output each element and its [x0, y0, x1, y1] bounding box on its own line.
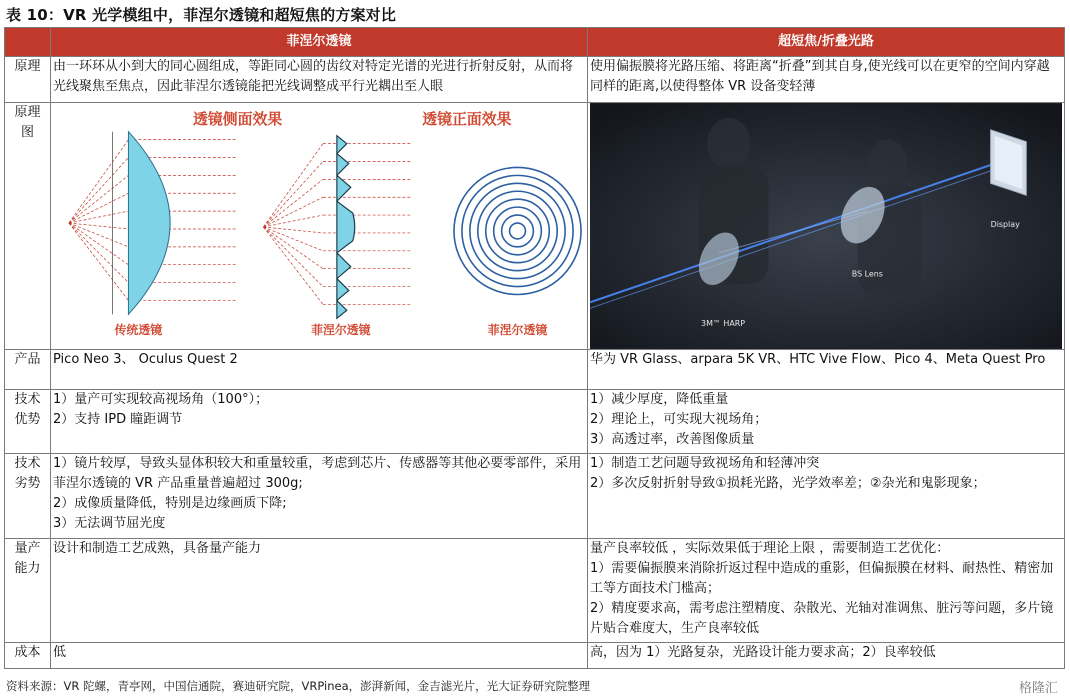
mass-pancake-item: 2）精度要求高，需考虑注塑精度、杂散光、光轴对准调焦、脏污等问题，多片镜片贴合难度大，生产良率较低 — [590, 601, 1054, 636]
mass-pancake-item: 量产良率较低 ，实际效果低于理论上限 ，需要制造工艺优化： — [590, 541, 950, 556]
row-cost — [5, 643, 1065, 669]
label-principle: 原理 — [5, 57, 51, 103]
header-pancake: 超短焦/折叠光路 — [588, 28, 1065, 57]
advantage-fresnel — [51, 390, 588, 454]
label-diagram-line1: 原理 — [14, 105, 41, 120]
disadvantage-pancake-item: 1）制造工艺问题导致视场角和轻薄冲突 — [590, 456, 820, 471]
header-fresnel: 菲涅尔透镜 — [51, 28, 588, 57]
label-advantage-line2: 优势 — [14, 412, 41, 427]
pancake-figure-cell — [588, 103, 1065, 350]
label-advantage — [5, 390, 51, 454]
fresnel-front-icon — [454, 167, 581, 294]
row-principle — [5, 57, 1065, 103]
label-advantage-line1: 技术 — [14, 392, 41, 407]
advantage-pancake-item: 1）减少厚度，降低重量 — [590, 392, 729, 407]
row-mass — [5, 539, 1065, 643]
row-advantage — [5, 390, 1065, 454]
header-corner — [5, 28, 51, 57]
label-mass — [5, 539, 51, 643]
front-effect-title: 透镜正面效果 — [422, 109, 512, 128]
row-diagram — [5, 103, 1065, 350]
disadvantage-fresnel-item: 3）无法调节屈光度 — [53, 516, 166, 531]
display-panel-icon — [991, 130, 1027, 195]
watermark: 格隆汇 — [1018, 681, 1058, 696]
label-product: 产品 — [5, 350, 51, 390]
label-diagram-line2: 图 — [20, 125, 34, 140]
disadvantage-pancake-item: 2）多次反射折射导致①损耗光路，光学效率差；②杂光和鬼影现象； — [590, 476, 986, 491]
mass-pancake — [588, 539, 1065, 643]
pancake-optics-photo — [590, 103, 1062, 349]
fresnel-figure-cell — [51, 103, 588, 350]
label-mass-line1: 量产 — [14, 541, 41, 556]
bs-lens-label: BS Lens — [851, 269, 883, 279]
advantage-pancake-item: 3）高透过率，改善图像质量 — [590, 432, 755, 447]
side-effect-title: 透镜侧面效果 — [192, 109, 283, 128]
header-row — [5, 28, 1065, 57]
traditional-lens-caption: 传统透镜 — [114, 323, 163, 338]
mass-fresnel-item: 设计和制造工艺成熟，具备量产能力 — [53, 541, 262, 556]
table-title: 表 10：VR 光学模组中，菲涅尔透镜和超短焦的方案对比 — [6, 6, 397, 24]
label-cost: 成本 — [5, 643, 51, 669]
mass-fresnel — [51, 539, 588, 643]
comparison-table — [4, 27, 1065, 669]
disadvantage-fresnel — [51, 454, 588, 539]
advantage-pancake — [588, 390, 1065, 454]
row-product — [5, 350, 1065, 390]
mass-pancake-item: 1）需要偏振膜来消除折返过程中造成的重影，但偏振膜在材料、耐热性、精密加工等方面技术门槛高； — [590, 561, 1054, 596]
disadvantage-fresnel-item: 2）成像质量降低，特别是边缘画质下降; — [53, 496, 287, 511]
cost-fresnel: 低 — [51, 643, 588, 669]
product-fresnel: Pico Neo 3、 Oculus Quest 2 — [51, 350, 588, 390]
disadvantage-fresnel-item: 1）镜片较厚，导致头显体积较大和重量较重，考虑到芯片、传感器等其他必要零部件，采用菲涅尔透镜的 VR 产品重量普遍超过 300g; — [53, 456, 582, 491]
fresnel-front-caption: 菲涅尔透镜 — [487, 323, 548, 338]
principle-pancake: 使用偏振膜将光路压缩、将距离“折叠”到其自身,使光线可以在更窄的空间内穿越同样的距离,以使得整体 VR 设备变轻薄 — [588, 57, 1065, 103]
advantage-pancake-item: 2）理论上，可实现大视场角； — [590, 412, 768, 427]
cost-pancake: 高，因为 1）光路复杂，光路设计能力要求高；2）良率较低 — [588, 643, 1065, 669]
fresnel-side-caption: 菲涅尔透镜 — [311, 323, 371, 338]
label-diagram — [5, 103, 51, 350]
advantage-fresnel-item: 1）量产可实现较高视场角（100°）； — [53, 392, 269, 407]
source-note: 资料来源：VR 陀螺，青亭网，中国信通院，赛迪研究院，VRPinea，澎湃新闻，金吉滤光片，光大证券研究院整理 — [6, 679, 591, 693]
label-disadvantage-line1: 技术 — [14, 456, 41, 471]
label-mass-line2: 能力 — [14, 561, 41, 576]
label-disadvantage — [5, 454, 51, 539]
advantage-fresnel-item: 2）支持 IPD 瞳距调节 — [53, 412, 183, 427]
display-label: Display — [990, 219, 1020, 229]
row-disadvantage — [5, 454, 1065, 539]
disadvantage-pancake — [588, 454, 1065, 539]
product-pancake: 华为 VR Glass、arpara 5K VR、HTC Vive Flow、Pico 4、Meta Quest Pro — [588, 350, 1065, 390]
label-disadvantage-line2: 劣势 — [14, 476, 41, 491]
fresnel-lens-diagram — [53, 103, 585, 349]
principle-fresnel: 由一环环从小到大的同心圆组成，等距同心圆的齿纹对特定光谱的光进行折射反射，从而将光线聚焦至焦点，因此菲涅尔透镜能把光线调整成平行光耦出至人眼 — [51, 57, 588, 103]
harp-label: 3M™ HARP — [701, 319, 746, 329]
